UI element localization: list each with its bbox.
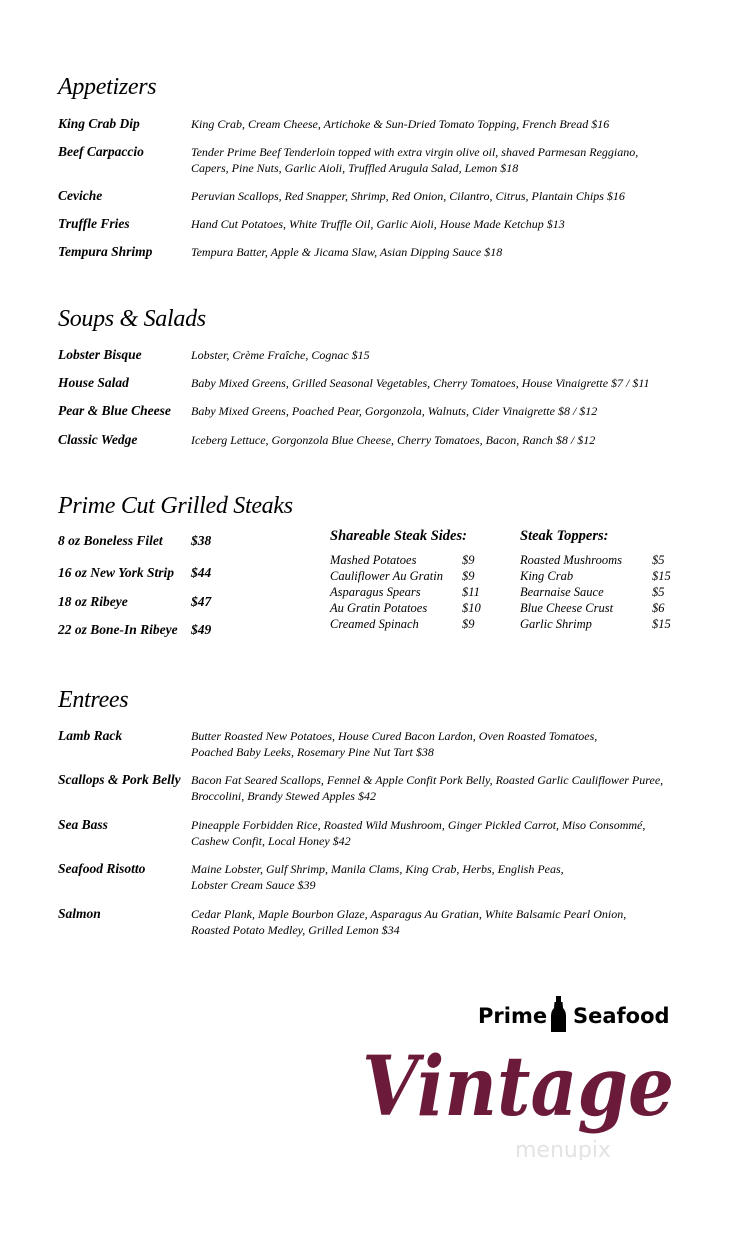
steak-name: 16 oz New York Strip xyxy=(58,565,175,580)
side-item xyxy=(330,553,490,569)
description-line: Cedar Plank, Maple Bourbon Glaze, Asparagus Au Gratian, White Balsamic Pearl Onion, xyxy=(191,907,627,921)
menu-item-name: Lamb Rack xyxy=(58,728,123,743)
description-line: Roasted Potato Medley, Grilled Lemon $34 xyxy=(191,923,400,937)
topper-item xyxy=(520,569,680,585)
steak-name: 8 oz Boneless Filet xyxy=(58,533,163,548)
item-name: Blue Cheese Crust xyxy=(520,601,614,615)
logo-graphic xyxy=(360,990,690,1160)
item-name: Cauliflower Au Gratin xyxy=(330,569,443,583)
menu-item-name: Truffle Fries xyxy=(58,216,130,231)
description-line: Baby Mixed Greens, Poached Pear, Gorgonzola, Walnuts, Cider Vinaigrette $8 / $12 xyxy=(191,404,598,418)
menu-item-description xyxy=(191,216,711,232)
item-price: $15 xyxy=(652,569,671,583)
entrees-heading: Entrees xyxy=(58,687,129,713)
menu-item-description xyxy=(191,144,711,176)
steak-price: $47 xyxy=(191,594,212,609)
menu-item-description xyxy=(191,861,711,893)
description-line: Lobster Cream Sauce $39 xyxy=(191,878,316,892)
item-price: $9 xyxy=(462,553,475,567)
menu-item-description xyxy=(191,403,711,419)
topper-item xyxy=(520,617,680,633)
topper-item xyxy=(520,553,680,569)
side-item xyxy=(330,617,490,633)
menu-item-description xyxy=(191,347,711,363)
description-line: Lobster, Crème Fraîche, Cognac $15 xyxy=(191,348,370,362)
description-line: Hand Cut Potatoes, White Truffle Oil, Garlic Aioli, House Made Ketchup $13 xyxy=(191,217,565,231)
menu-item-name: Tempura Shrimp xyxy=(58,244,153,259)
menu-item-name: Ceviche xyxy=(58,188,103,203)
steak-item xyxy=(58,594,228,612)
item-price: $5 xyxy=(652,553,665,567)
item-price: $9 xyxy=(462,617,475,631)
description-line: Poached Baby Leeks, Rosemary Pine Nut Tart $38 xyxy=(191,745,434,759)
item-name: King Crab xyxy=(520,569,574,583)
description-line: Capers, Pine Nuts, Garlic Aioli, Truffled Arugula Salad, Lemon $18 xyxy=(191,161,519,175)
item-name: Creamed Spinach xyxy=(330,617,419,631)
description-line: Cashew Confit, Local Honey $42 xyxy=(191,834,351,848)
logo-wordmark: Vintage xyxy=(362,1039,674,1135)
menu-item-name: Pear & Blue Cheese xyxy=(58,403,171,418)
menu-item-name: Classic Wedge xyxy=(58,432,138,447)
menu-item-description xyxy=(191,375,711,391)
steak-price: $38 xyxy=(191,533,212,548)
item-price: $6 xyxy=(652,601,665,615)
item-price: $10 xyxy=(462,601,481,615)
item-name: Bearnaise Sauce xyxy=(520,585,604,599)
steak-sides-heading: Shareable Steak Sides: xyxy=(330,528,467,544)
side-item xyxy=(330,585,490,601)
menu-item-description xyxy=(191,116,711,132)
logo-seafood-text: Seafood xyxy=(573,1004,670,1028)
description-line: Baby Mixed Greens, Grilled Seasonal Vegetables, Cherry Tomatoes, House Vinaigrette $7 / $11 xyxy=(191,376,650,390)
description-line: Tender Prime Beef Tenderloin topped with extra virgin olive oil, shaved Parmesan Reggiano, xyxy=(191,145,639,159)
description-line: Pineapple Forbidden Rice, Roasted Wild Mushroom, Ginger Pickled Carrot, Miso Consommé, xyxy=(191,818,646,832)
steak-name: 18 oz Ribeye xyxy=(58,594,128,609)
description-line: Tempura Batter, Apple & Jicama Slaw, Asian Dipping Sauce $18 xyxy=(191,245,503,259)
menu-item-description xyxy=(191,432,711,448)
menu-item-description xyxy=(191,728,711,760)
item-name: Asparagus Spears xyxy=(330,585,421,599)
vintage-prime-seafood-logo xyxy=(360,990,690,1160)
soups-salads-heading: Soups & Salads xyxy=(58,306,206,332)
item-price: $11 xyxy=(462,585,480,599)
menu-item-name: Sea Bass xyxy=(58,817,108,832)
menu-item-name: Salmon xyxy=(58,906,101,921)
description-line: Butter Roasted New Potatoes, House Cured Bacon Lardon, Oven Roasted Tomatoes, xyxy=(191,729,598,743)
menu-item-description xyxy=(191,817,711,849)
menu-item-description xyxy=(191,772,711,804)
steak-item xyxy=(58,533,228,551)
item-name: Au Gratin Potatoes xyxy=(330,601,428,615)
description-line: Iceberg Lettuce, Gorgonzola Blue Cheese, Cherry Tomatoes, Bacon, Ranch $8 / $12 xyxy=(191,433,596,447)
menu-item-name: House Salad xyxy=(58,375,129,390)
menu-item-description xyxy=(191,906,711,938)
topper-item xyxy=(520,601,680,617)
steak-name: 22 oz Bone-In Ribeye xyxy=(58,622,178,637)
description-line: Maine Lobster, Gulf Shrimp, Manila Clams, King Crab, Herbs, English Peas, xyxy=(191,862,564,876)
item-price: $15 xyxy=(652,617,671,631)
menu-item-name: Seafood Risotto xyxy=(58,861,146,876)
logo-prime-text: Prime xyxy=(478,1004,548,1028)
steak-price: $49 xyxy=(191,622,212,637)
item-name: Mashed Potatoes xyxy=(330,553,417,567)
description-line: King Crab, Cream Cheese, Artichoke & Sun-Dried Tomato Topping, French Bread $16 xyxy=(191,117,610,131)
side-item xyxy=(330,569,490,585)
item-price: $9 xyxy=(462,569,475,583)
description-line: Peruvian Scallops, Red Snapper, Shrimp, Red Onion, Cilantro, Citrus, Plantain Chips $16 xyxy=(191,189,625,203)
menu-item-name: Scallops & Pork Belly xyxy=(58,772,181,787)
description-line: Bacon Fat Seared Scallops, Fennel & Apple Confit Pork Belly, Roasted Garlic Cauliflower Puree, xyxy=(191,773,664,787)
wine-bottle-icon xyxy=(551,996,566,1032)
steak-price: $44 xyxy=(191,565,212,580)
menu-item-description xyxy=(191,188,711,204)
item-name: Garlic Shrimp xyxy=(520,617,592,631)
description-line: Broccolini, Brandy Stewed Apples $42 xyxy=(191,789,376,803)
item-price: $5 xyxy=(652,585,665,599)
menu-item-name: King Crab Dip xyxy=(58,116,140,131)
menu-item-name: Lobster Bisque xyxy=(58,347,142,362)
topper-item xyxy=(520,585,680,601)
steak-item xyxy=(58,622,228,640)
appetizers-heading: Appetizers xyxy=(58,74,157,100)
side-item xyxy=(330,601,490,617)
menupix-watermark: menupix xyxy=(515,1138,611,1160)
steak-item xyxy=(58,565,228,583)
menu-item-description xyxy=(191,244,711,260)
steaks-heading: Prime Cut Grilled Steaks xyxy=(58,493,293,519)
steak-toppers-heading: Steak Toppers: xyxy=(520,528,609,544)
item-name: Roasted Mushrooms xyxy=(520,553,622,567)
menu-item-name: Beef Carpaccio xyxy=(58,144,144,159)
